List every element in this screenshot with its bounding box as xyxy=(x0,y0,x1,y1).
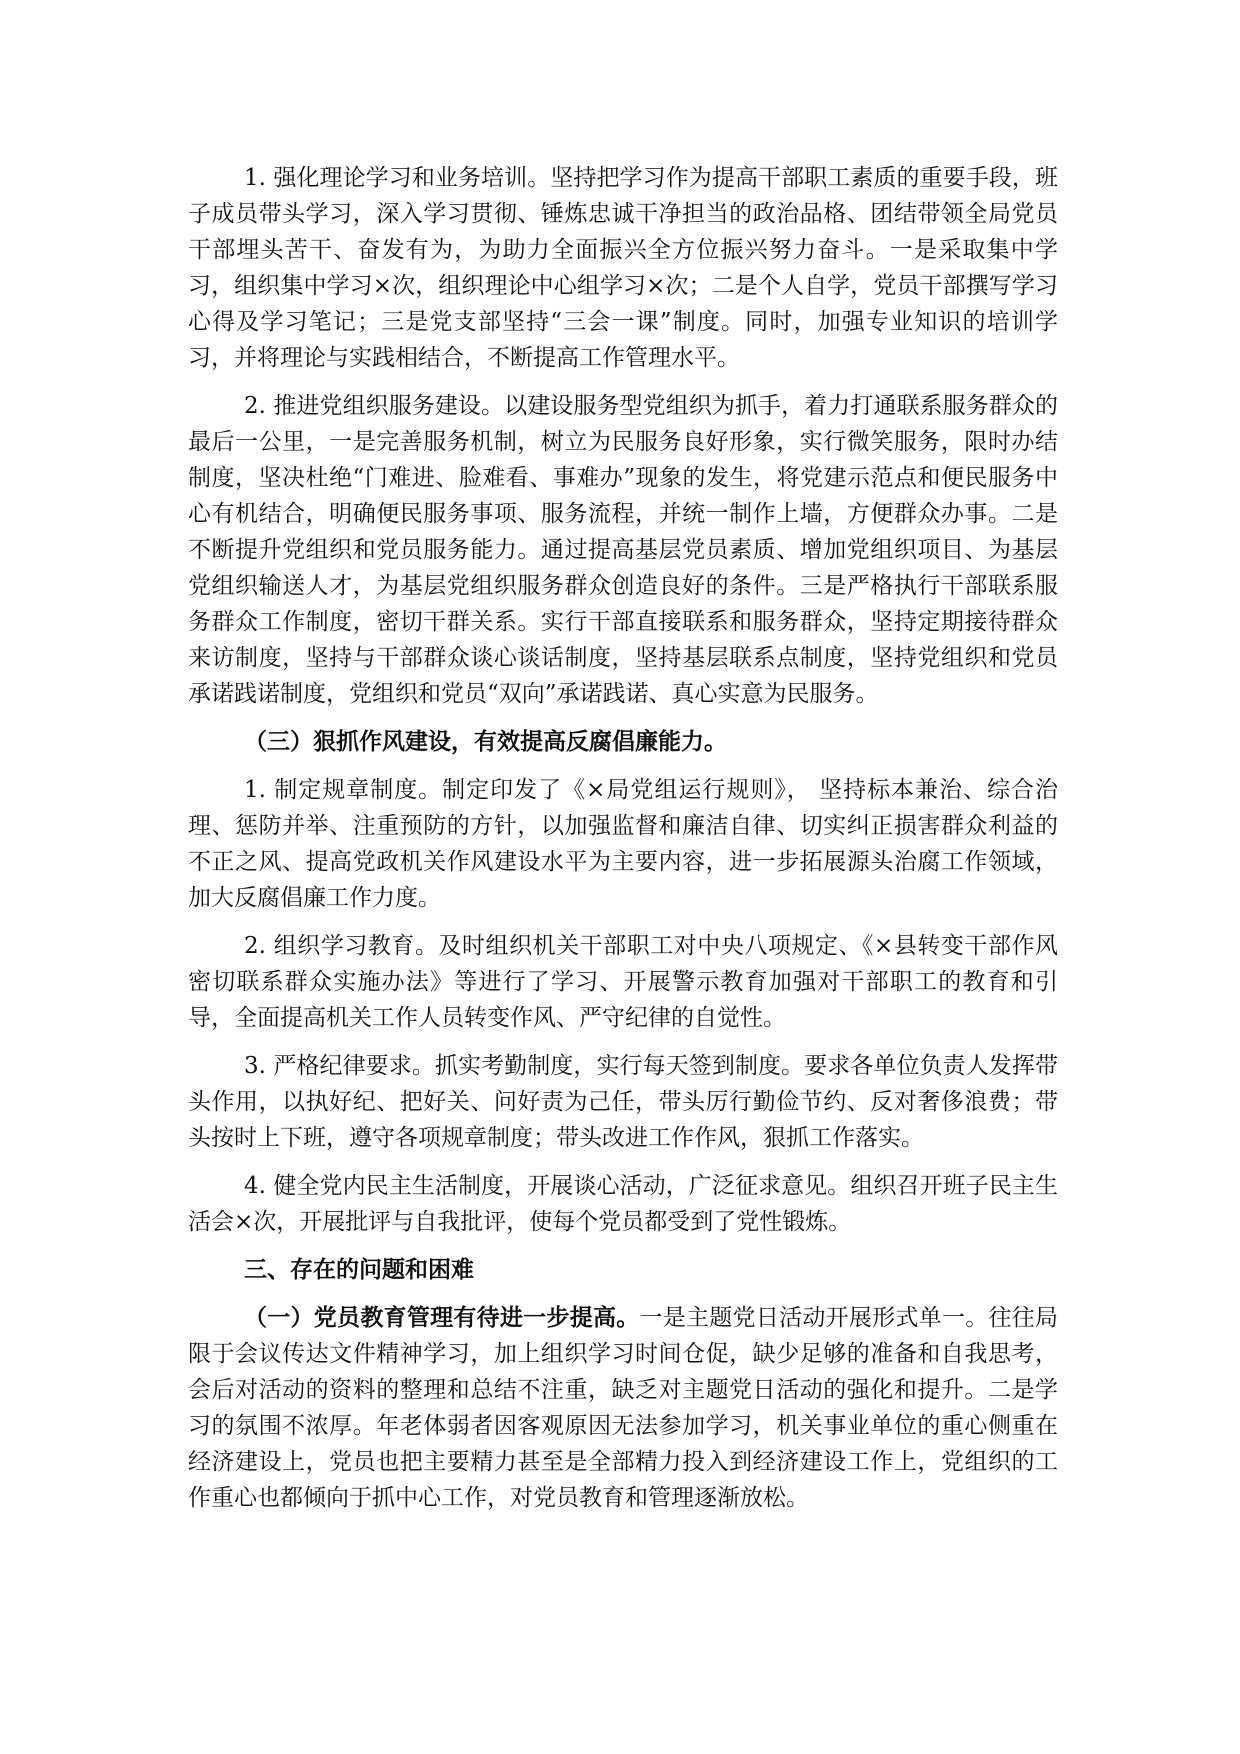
document-page xyxy=(188,160,1058,1528)
paragraph-education-management xyxy=(188,1300,1058,1516)
subheading-style-building: （三）狠抓作风建设，有效提高反腐倡廉能力。 xyxy=(244,728,727,755)
paragraph-education: 2. 组织学习教育。及时组织机关干部职工对中央八项规定、《×县转变干部作风密切联系群众实施办法》等进行了学习、开展警示教育加强对干部职工的教育和引导，全面提高机关工作人员转变作风、严守纪律的自觉性。 xyxy=(188,933,1058,1031)
paragraph-party-service: 2. 推进党组织服务建设。以建设服务型党组织为抓手，着力打通联系服务群众的最后一公里，一是完善服务机制，树立为民服务良好形象，实行微笑服务，限时办结制度，坚决杜绝“门难进、脸难看、事难办”现象的发生，将党建示范点和便民服务中心有机结合，明确便民服务事项、服务流程，并统一制作上墙，方便群众办事。二是不断提升党组织和党员服务能力。通过提高基层党员素质、增加党组织项目、为基层党组织输送人才，为基层党组织服务群众创造良好的条件。三是严格执行干部联系服务群众工作制度，密切干群关系。实行干部直接联系和服务群众，坚持定期接待群众来访制度，坚持与干部群众谈心谈话制度，坚持基层联系点制度，坚持党组织和党员承诺践诺制度，党组织和党员“双向”承诺践诺、真心实意为民服务。 xyxy=(188,393,1058,707)
paragraph-regulations: 1. 制定规章制度。制定印发了《×局党组运行规则》， 坚持标本兼治、综合治理、惩防并举、注重预防的方针，以加强监督和廉洁自律、切实纠正损害群众利益的不正之风、提高党政机关作风建设水平为主要内容，进一步拓展源头治腐工作领域，加大反腐倡廉工作力度。 xyxy=(188,777,1058,911)
paragraph-democratic-life: 4. 健全党内民主生活制度，开展谈心活动，广泛征求意见。组织召开班子民主生活会×次，开展批评与自我批评，使每个党员都受到了党性锻炼。 xyxy=(188,1173,1058,1235)
paragraph-theory-study: 1. 强化理论学习和业务培训。坚持把学习作为提高干部职工素质的重要手段，班子成员带头学习，深入学习贯彻、锤炼忠诚干净担当的政治品格、团结带领全局党员干部埋头苦干、奋发有为，为助力全面振兴全方位振兴努力奋斗。一是采取集中学习，组织集中学习×次，组织理论中心组学习×次；二是个人自学，党员干部撰写学习心得及学习笔记；三是党支部坚持“三会一课”制度。同时，加强专业知识的培训学习，并将理论与实践相结合，不断提高工作管理水平。 xyxy=(188,165,1058,371)
paragraph-lead-title: （一）党员教育管理有待进一步提高。 xyxy=(244,1304,640,1331)
paragraph-body: 一是主题党日活动开展形式单一。往往局限于会议传达文件精神学习，加上组织学习时间仓促，缺少足够的准备和自我思考，会后对活动的资料的整理和总结不注重，缺乏对主题党日活动的强化和提升。二是学习的氛围不浓厚。年老体弱者因客观原因无法参加学习，机关事业单位的重心侧重在经济建设上，党员也把主要精力甚至是全部精力投入到经济建设工作上，党组织的工作重心也都倾向于抓中心工作，对党员教育和管理逐渐放松。 xyxy=(188,1305,1059,1511)
section-heading-problems: 三、存在的问题和困难 xyxy=(244,1256,474,1283)
paragraph-discipline: 3. 严格纪律要求。抓实考勤制度，实行每天签到制度。要求各单位负责人发挥带头作用，以执好纪、把好关、问好责为己任，带头厉行勤俭节约、反对奢侈浪费；带头按时上下班，遵守各项规章制度；带头改进工作作风，狠抓工作落实。 xyxy=(188,1053,1058,1151)
